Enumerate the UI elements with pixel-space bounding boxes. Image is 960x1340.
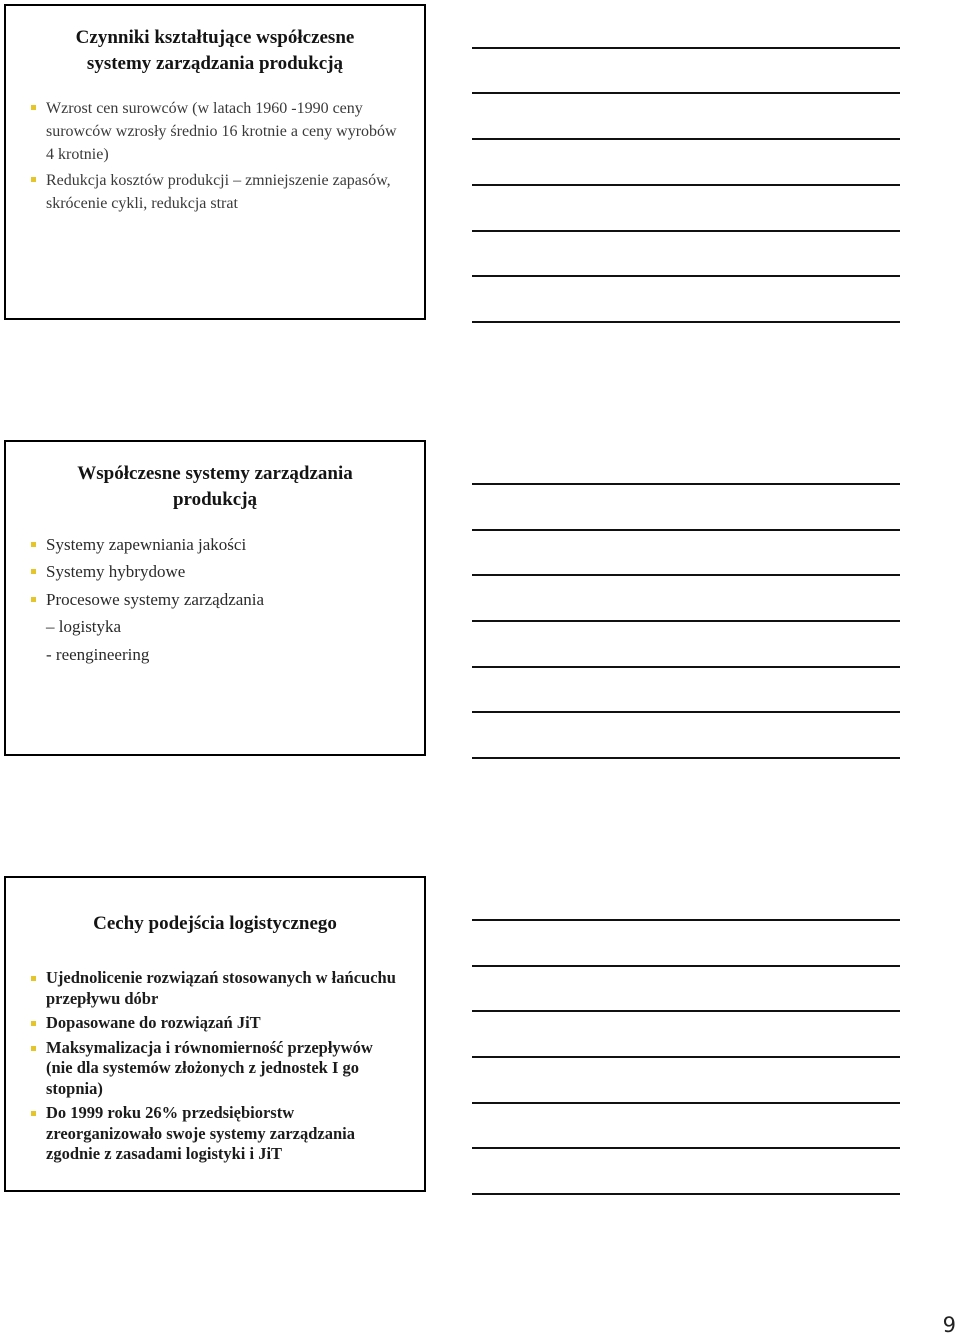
slide-title-line: Czynniki kształtujące współczesne	[75, 27, 355, 48]
notes-line	[472, 1147, 900, 1149]
bullet-list	[46, 968, 400, 1169]
bullet-item	[46, 531, 400, 558]
bullet-text: Do 1999 roku 26% przedsiębiorstw zreorganizowało swoje systemy zarządzania zgodnie z zasadami logistyki i JiT	[46, 1103, 355, 1163]
square-bullet-icon	[31, 1021, 36, 1026]
square-bullet-icon	[31, 569, 36, 574]
bullet-text: Dopasowane do rozwiązań JiT	[46, 1013, 261, 1032]
slide-title	[6, 461, 424, 513]
square-bullet-icon	[31, 105, 36, 110]
notes-line	[472, 666, 900, 668]
bullet-item	[46, 968, 400, 1009]
bullet-text: Wzrost cen surowców (w latach 1960 -1990 ceny surowców wzrosły średnio 16 krotnie a ceny wyrobów 4 krotnie)	[46, 100, 397, 163]
notes-line	[472, 483, 900, 485]
notes-line	[472, 711, 900, 713]
notes-line	[472, 321, 900, 323]
slide-title	[6, 25, 424, 77]
slide-3	[4, 876, 426, 1192]
square-bullet-icon	[31, 177, 36, 182]
notes-line	[472, 919, 900, 921]
bullet-item	[46, 558, 400, 585]
bullet-list	[46, 531, 400, 668]
bullet-item	[46, 169, 400, 215]
slide-2	[4, 440, 426, 756]
slide-title-line: Cechy podejścia logistycznego	[93, 913, 337, 934]
square-bullet-icon	[31, 542, 36, 547]
bullet-list	[46, 97, 400, 218]
slide-title-line: Współczesne systemy zarządzania	[77, 463, 353, 484]
square-bullet-icon	[31, 597, 36, 602]
bullet-text: Systemy hybrydowe	[46, 562, 186, 582]
bullet-text: Systemy zapewniania jakości	[46, 535, 247, 554]
bullet-item	[46, 97, 400, 166]
sub-item-text: – logistyka	[46, 617, 122, 637]
slide-title	[6, 911, 424, 937]
notes-line	[472, 1056, 900, 1058]
notes-line	[472, 138, 900, 140]
notes-line	[472, 1193, 900, 1195]
bullet-text: Redukcja kosztów produkcji – zmniejszenie zapasów, skrócenie cykli, redukcja strat	[46, 172, 391, 212]
square-bullet-icon	[31, 1111, 36, 1116]
bullet-text: Maksymalizacja i równomierność przepływów (nie dla systemów złożonych z jednostek I go stopnia)	[46, 1037, 373, 1098]
notes-line	[472, 230, 900, 232]
bullet-text: Procesowe systemy zarządzania	[46, 589, 265, 609]
sub-item	[46, 641, 400, 668]
notes-line	[472, 1102, 900, 1104]
square-bullet-icon	[31, 1046, 36, 1051]
notes-line	[472, 965, 900, 967]
notes-line	[472, 757, 900, 759]
notes-line	[472, 184, 900, 186]
notes-line	[472, 92, 900, 94]
bullet-item	[46, 586, 400, 613]
notes-line	[472, 47, 900, 49]
notes-line	[472, 275, 900, 277]
notes-line	[472, 620, 900, 622]
notes-line	[472, 529, 900, 531]
notes-line	[472, 1010, 900, 1012]
bullet-item	[46, 1038, 400, 1100]
page-number: 9	[942, 1313, 956, 1337]
bullet-text: Ujednolicenie rozwiązań stosowanych w łańcuchu przepływu dóbr	[46, 968, 396, 1008]
notes-line	[472, 574, 900, 576]
slide-title-line: produkcją	[172, 489, 258, 510]
bullet-item	[46, 1103, 400, 1165]
sub-item-text: - reengineering	[46, 644, 150, 664]
slide-1	[4, 4, 426, 320]
sub-item	[46, 613, 400, 640]
slide-title-line: systemy zarządzania produkcją	[86, 53, 344, 74]
square-bullet-icon	[31, 976, 36, 981]
bullet-item	[46, 1013, 400, 1034]
